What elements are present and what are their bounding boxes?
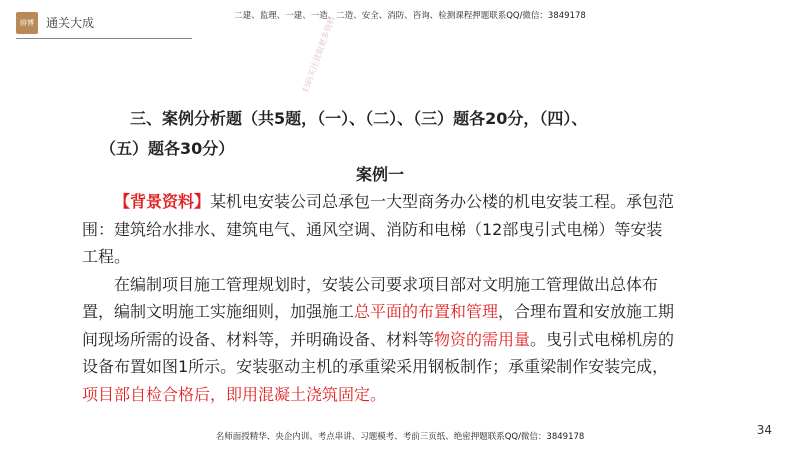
background-paragraph bbox=[82, 188, 678, 271]
highlight-self-inspection: 项目部自检合格后，即用混凝土浇筑固定。 bbox=[82, 384, 387, 404]
page-number: 34 bbox=[756, 423, 772, 437]
heading-line-2: （五）题各30分） bbox=[100, 139, 235, 158]
logo: 緋博 bbox=[16, 12, 38, 34]
planning-paragraph bbox=[82, 271, 678, 409]
planning-text-1: 在编制项目施工管理规划时，安装公司要求项目部对文明施工管理做出总体布置，编制文明施工实施细则，加强施工 bbox=[82, 274, 659, 321]
brand-name: 通关大成 bbox=[46, 16, 95, 30]
watermark: 扫码关注获取更多资料 bbox=[300, 15, 337, 94]
heading-line-1: 三、案例分析题（共5题，（一）、（二）、（三）题各20分，（四）、 bbox=[130, 109, 588, 128]
section-heading bbox=[82, 104, 678, 164]
highlight-layout: 总平面的布置和管理 bbox=[354, 302, 499, 321]
slide-content bbox=[82, 104, 678, 408]
top-contact-note: 二建、监理、一建、一造、二造、安全、消防、咨询、检测课程押题联系QQ/微信：3849178 bbox=[234, 11, 586, 21]
background-text: 某机电安装公司总承包一大型商务办公楼的机电安装工程。承包范围：建筑给水排水、建筑电气、通风空调、消防和电梯（12部曳引式电梯）等安装工程。 bbox=[82, 192, 675, 266]
bottom-contact-note: 名师面授精华、央企内训、考点串讲、习题模考、考前三页纸、绝密押题联系QQ/微信：3849178 bbox=[215, 432, 585, 442]
planning-text-3: 。曳引式电梯机房的设备布置如图1所示。安装驱动主机的承重梁采用钢板制作；承重梁制作安装完成， bbox=[82, 329, 675, 376]
planning-text-2: ，合理布置和安放施工期间现场所需的设备、材料等，并明确设备、材料等 bbox=[82, 302, 675, 349]
header-divider bbox=[16, 38, 192, 39]
case-title: 案例一 bbox=[355, 165, 404, 184]
highlight-material-demand: 物资的需用量 bbox=[434, 329, 531, 349]
background-label: 【背景资料】 bbox=[114, 192, 211, 211]
